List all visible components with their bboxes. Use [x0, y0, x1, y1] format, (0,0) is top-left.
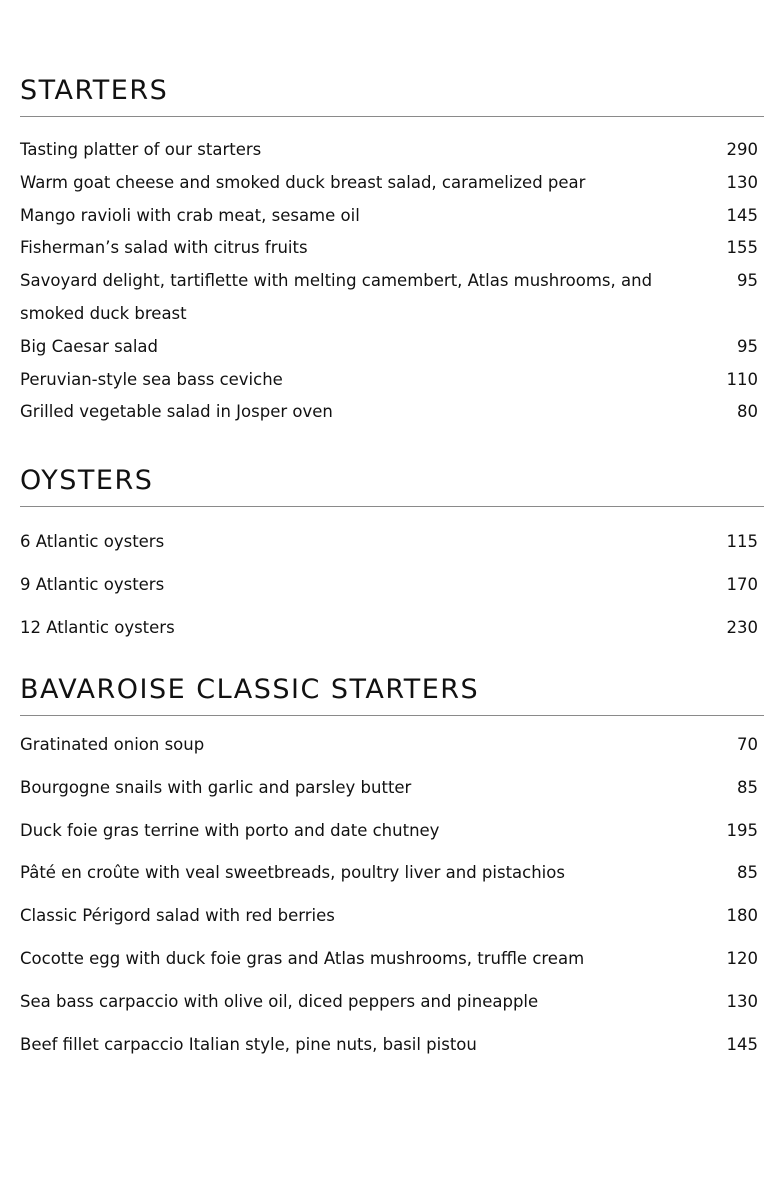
item-name: Tasting platter of our starters [20, 140, 262, 159]
item-name: Mango ravioli with crab meat, sesame oil [20, 205, 360, 225]
item-price: 95 [737, 336, 758, 356]
menu-item-list [20, 521, 764, 649]
item-name: 9 Atlantic oysters [20, 574, 165, 594]
menu-item [20, 938, 764, 981]
section-title: BAVAROISE CLASSIC STARTERS [20, 674, 480, 705]
menu-item [20, 1024, 764, 1067]
item-name: 12 Atlantic oysters [20, 617, 175, 637]
menu-item [20, 564, 764, 607]
item-price: 85 [737, 863, 758, 883]
item-price: 115 [726, 532, 758, 551]
item-name: Classic Périgord salad with red berries [20, 906, 335, 926]
menu-item [20, 521, 764, 564]
item-name: 6 Atlantic oysters [20, 532, 165, 551]
section-oysters [20, 467, 764, 649]
menu-item [20, 607, 764, 650]
menu-item [20, 852, 764, 895]
item-name: Gratinated onion soup [20, 735, 205, 754]
menu-item [20, 396, 764, 429]
item-price: 110 [726, 369, 758, 389]
item-price: 120 [726, 948, 758, 968]
item-name: Warm goat cheese and smoked duck breast salad, caramelized pear [20, 172, 586, 192]
item-price: 130 [726, 172, 758, 192]
menu-item [20, 167, 764, 200]
item-price: 195 [726, 820, 758, 840]
item-name: Sea bass carpaccio with olive oil, diced peppers and pineapple [20, 991, 539, 1011]
item-price: 290 [726, 140, 758, 159]
menu-item [20, 134, 764, 167]
item-name: Fisherman’s salad with citrus fruits [20, 238, 308, 258]
item-name: Bourgogne snails with garlic and parsley butter [20, 777, 412, 797]
section-title: STARTERS [20, 75, 169, 106]
item-name: Savoyard delight, tartiflette with melting camembert, Atlas mushrooms, and smoked duck breast [20, 271, 653, 323]
item-price: 155 [726, 238, 758, 258]
item-price: 145 [726, 205, 758, 225]
section-divider [20, 715, 764, 716]
menu-item [20, 331, 764, 364]
item-name: Grilled vegetable salad in Josper oven [20, 402, 333, 422]
menu-item [20, 767, 764, 810]
menu-item-list [20, 134, 764, 429]
item-name: Beef fillet carpaccio Italian style, pine nuts, basil pistou [20, 1034, 477, 1054]
item-name: Big Caesar salad [20, 336, 159, 356]
section-starters [20, 77, 764, 429]
item-price: 170 [726, 574, 758, 594]
item-name: Peruvian-style sea bass ceviche [20, 369, 283, 389]
item-price: 80 [737, 402, 758, 422]
menu-item [20, 232, 764, 265]
section-divider [20, 506, 764, 507]
section-title: OYSTERS [20, 465, 154, 496]
item-price: 180 [726, 906, 758, 926]
item-price: 70 [737, 735, 758, 754]
item-price: 130 [726, 991, 758, 1011]
item-price: 230 [726, 617, 758, 637]
menu-item-list [20, 724, 764, 1066]
item-name: Duck foie gras terrine with porto and date chutney [20, 820, 440, 840]
menu-item [20, 200, 764, 233]
menu-item [20, 265, 764, 331]
item-price: 145 [726, 1034, 758, 1054]
section-divider [20, 116, 764, 117]
item-name: Pâté en croûte with veal sweetbreads, poultry liver and pistachios [20, 863, 565, 883]
section-bavaroise-classic-starters [20, 676, 764, 1066]
item-price: 85 [737, 777, 758, 797]
menu-item [20, 810, 764, 853]
item-name: Cocotte egg with duck foie gras and Atlas mushrooms, truffle cream [20, 948, 585, 968]
menu-item [20, 981, 764, 1024]
menu-item [20, 895, 764, 938]
item-price: 95 [737, 271, 758, 291]
menu-item [20, 724, 764, 767]
menu-item [20, 364, 764, 397]
